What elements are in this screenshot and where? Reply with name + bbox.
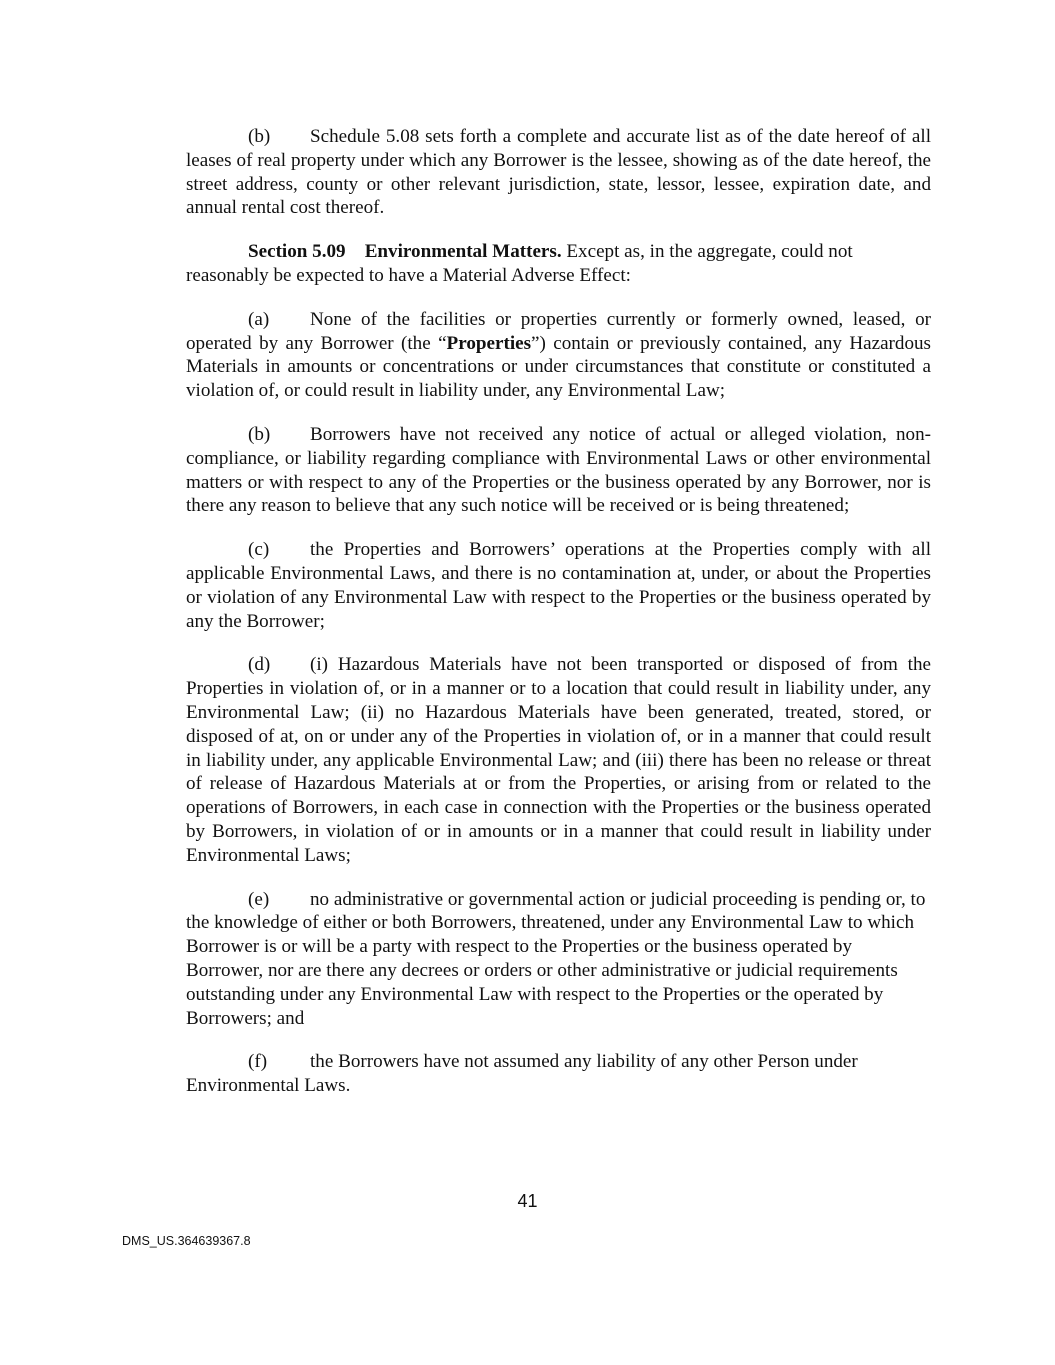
paragraph-marker: (b) <box>248 423 271 445</box>
paragraph-text: the Borrowers have not assumed any liability of any other Person under Environmental Laws. <box>186 1051 858 1097</box>
defined-term-properties: Properties <box>446 332 532 354</box>
paragraph-text: Borrowers have not received any notice of actual or alleged violation, non-compliance, or liability regarding compliance with Environmental Laws or other environmental matters or with respect to any of the Properties or the business operated by any Borrower, nor is there any reason to believe that any such notice will be received or is being threatened; <box>186 423 931 517</box>
section-title: Environmental Matters. <box>364 241 562 263</box>
paragraph-text: (i) Hazardous Materials have not been transported or disposed of from the Properties in violation of, or in a manner or to a location that could result in liability under, any Environmental Law; (ii) no Hazardous Materials have been generated, treated, stored, or disposed of at, on or under any of the Properties in violation of, or in a manner that could result in liability under, any applicable Environmental Law; and (iii) there has been no release or threat of release of Hazardous Materials at or from the Properties, or arising from or related to the operations of Borrowers, in each case in connection with the Properties or the business operated by Borrowers, in violation of or in amounts or in a manner that could result in liability under Environmental Laws; <box>186 654 931 866</box>
paragraph-text: Schedule 5.08 sets forth a complete and accurate list as of the date hereof of all leases of real property under which any Borrower is the lessee, showing as of the date hereof, the street address, county or other relevant jurisdiction, state, lessor, lessee, expiration date, and annual rental cost thereof. <box>186 126 931 219</box>
document-body <box>186 125 931 1118</box>
paragraph-f-liability <box>186 1050 931 1098</box>
paragraph-text-after: ”) contain or previously contained, any Hazardous Materials in amounts or concentrations or under circumstances that constitute or constituted a violation of, or could result in liability under, any Environmental Law; <box>186 332 931 402</box>
paragraph-b-leases <box>186 125 931 220</box>
section-number: Section 5.09 <box>248 241 346 263</box>
paragraph-text: no administrative or governmental action or judicial proceeding is pending or, to the knowledge of either or both Borrowers, threatened, under any Environmental Law to which Borrower is or will be a party with respect to the Properties or the business operated by Borrower, nor are there any decrees or orders or other administrative or judicial requirements outstanding under any Environmental Law with respect to the Properties or the operated by Borrowers; and <box>186 888 926 1029</box>
paragraph-text: the Properties and Borrowers’ operations at the Properties comply with all applicable Environmental Laws, and there is no contamination at, under, or about the Properties or violation of any Environmental Law with respect to the Properties or the business operated by any the Borrower; <box>186 539 931 632</box>
page-number: 41 <box>517 1191 538 1211</box>
paragraph-b-notices <box>186 423 931 518</box>
paragraph-a-properties <box>186 308 931 403</box>
paragraph-marker: (f) <box>248 1051 268 1073</box>
paragraph-text-before: None of the facilities or properties currently or formerly owned, leased, or operated by any Borrower (the “ <box>186 308 931 354</box>
paragraph-c-compliance <box>186 538 931 633</box>
paragraph-d-hazardous-materials <box>186 653 931 867</box>
paragraph-marker: (d) <box>248 654 271 676</box>
paragraph-marker: (b) <box>248 126 271 147</box>
document-id: DMS_US.364639367.8 <box>122 1234 251 1248</box>
section-5-09-heading <box>186 240 931 288</box>
paragraph-marker: (a) <box>248 308 270 330</box>
paragraph-marker: (c) <box>248 539 270 561</box>
paragraph-marker: (e) <box>248 888 270 910</box>
section-intro: Except as, in the aggregate, could not reasonably be expected to have a Material Adverse Effect: <box>186 241 853 286</box>
paragraph-e-proceedings <box>186 888 931 1031</box>
